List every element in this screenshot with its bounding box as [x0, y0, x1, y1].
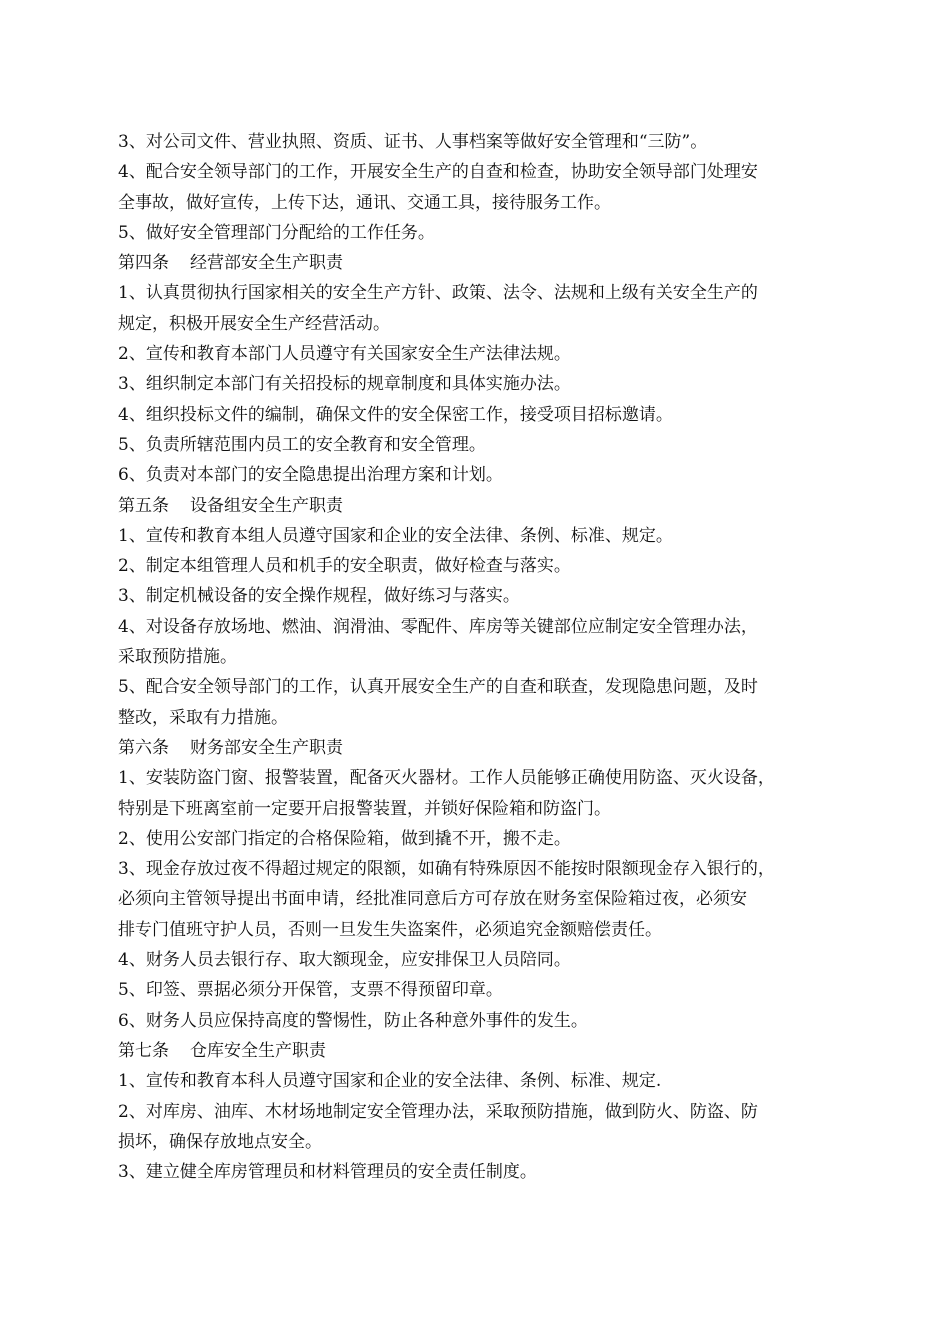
section-heading: [118, 733, 838, 763]
section-number: 第七条: [118, 1040, 169, 1061]
text-line: 3、现金存放过夜不得超过规定的限额，如确有特殊原因不能按时限额现金存入银行的，: [118, 859, 775, 880]
section-heading: [118, 491, 838, 521]
text-line: 3、制定机械设备的安全操作规程，做好练习与落实。: [118, 586, 520, 607]
text-line: 5、做好安全管理部门分配给的工作任务。: [118, 222, 435, 243]
text-line: 1、宣传和教育本科人员遵守国家和企业的安全法律、条例、标准、规定.: [118, 1071, 662, 1092]
text-line: 1、宣传和教育本组人员遵守国家和企业的安全法律、条例、标准、规定。: [118, 525, 673, 546]
text-line: 4、财务人员去银行存、取大额现金，应安排保卫人员陪同。: [118, 950, 571, 971]
text-line: 4、对设备存放场地、燃油、润滑油、零配件、库房等关键部位应制定安全管理办法，: [118, 616, 758, 637]
section-heading: [118, 1036, 838, 1066]
text-line: 6、财务人员应保持高度的警惕性，防止各种意外事件的发生。: [118, 1010, 588, 1031]
text-line: 6、负责对本部门的安全隐患提出治理方案和计划。: [118, 465, 503, 486]
text-line: 4、配合安全领导部门的工作，开展安全生产的自查和检查，协助安全领导部门处理安: [118, 162, 758, 183]
text-line: 2、制定本组管理人员和机手的安全职责，做好检查与落实。: [118, 556, 571, 577]
document-body: [118, 127, 838, 1187]
section-title: 仓库安全生产职责: [190, 1040, 326, 1061]
text-line: 5、印签、票据必须分开保管，支票不得预留印章。: [118, 980, 503, 1001]
text-line: 损坏，确保存放地点安全。: [118, 1131, 322, 1152]
section-heading: [118, 248, 838, 278]
text-line: 5、配合安全领导部门的工作，认真开展安全生产的自查和联查，发现隐患问题，及时: [118, 677, 758, 698]
text-line: 特别是下班离室前一定要开启报警装置，并锁好保险箱和防盗门。: [118, 798, 611, 819]
text-line: 1、认真贯彻执行国家相关的安全生产方针、政策、法令、法规和上级有关安全生产的: [118, 283, 758, 304]
text-line: 2、宣传和教育本部门人员遵守有关国家安全生产法律法规。: [118, 344, 571, 365]
section-number: 第四条: [118, 253, 169, 274]
text-line: 3、对公司文件、营业执照、资质、证书、人事档案等做好安全管理和“三防”。: [118, 132, 708, 152]
text-line: 2、使用公安部门指定的合格保险箱，做到撬不开，搬不走。: [118, 828, 571, 849]
text-line: 整改，采取有力措施。: [118, 707, 288, 728]
text-line: 采取预防措施。: [118, 647, 237, 668]
text-line: 5、负责所辖范围内员工的安全教育和安全管理。: [118, 434, 486, 455]
section-title: 经营部安全生产职责: [190, 253, 343, 274]
text-line: 3、建立健全库房管理员和材料管理员的安全责任制度。: [118, 1162, 537, 1183]
section-number: 第五条: [118, 495, 169, 516]
text-line: 全事故，做好宣传，上传下达，通讯、交通工具，接待服务工作。: [118, 192, 611, 213]
section-title: 设备组安全生产职责: [190, 495, 343, 516]
text-line: 规定，积极开展安全生产经营活动。: [118, 313, 390, 334]
section-title: 财务部安全生产职责: [190, 737, 343, 758]
text-line: 1、安装防盗门窗、报警装置，配备灭火器材。工作人员能够正确使用防盗、灭火设备，: [118, 768, 775, 789]
text-line: 2、对库房、油库、木材场地制定安全管理办法，采取预防措施，做到防火、防盗、防: [118, 1101, 758, 1122]
text-line: 3、组织制定本部门有关招投标的规章制度和具体实施办法。: [118, 374, 571, 395]
text-line: 4、组织投标文件的编制，确保文件的安全保密工作，接受项目招标邀请。: [118, 404, 673, 425]
text-line: 必须向主管领导提出书面申请，经批准同意后方可存放在财务室保险箱过夜，必须安: [118, 889, 747, 910]
text-line: 排专门值班守护人员，否则一旦发生失盗案件，必须追究金额赔偿责任。: [118, 919, 662, 940]
section-number: 第六条: [118, 737, 169, 758]
